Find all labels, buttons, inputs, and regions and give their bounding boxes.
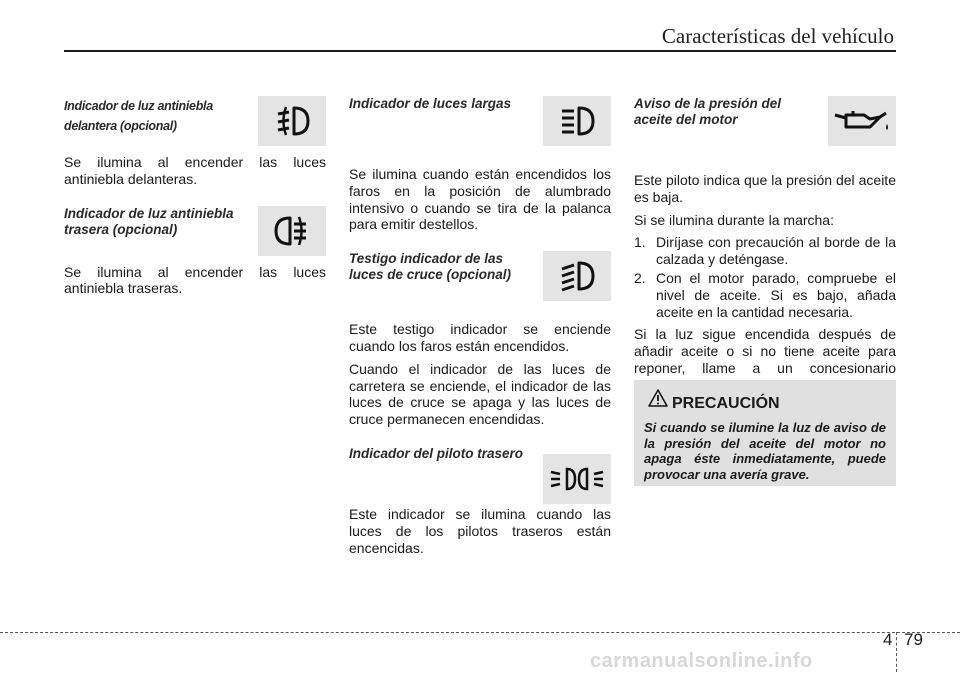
column-3 [634,96,896,400]
section-heading: Testigo indicador de las luces de cruce (opcional) [349,251,512,283]
caution-text: Si cuando se ilumine la luz de aviso de la presión del aceite del motor no apaga éste inmediatamente, puede provocar una avería grave. [644,420,886,482]
front-fog-light-icon [258,96,326,146]
section-heading: Indicador de luces largas [349,96,512,111]
paragraph: Este testigo indicador se enciende cuando los faros están encendidos. [349,321,611,354]
header-rule [64,50,896,52]
high-beam-icon [543,96,611,146]
paragraph: Se ilumina al encender las luces antiniebla delanteras. [64,154,326,187]
list-item-number: 1. [634,234,646,251]
list-item-text: Con el motor parado, compruebe el nivel de aceite. Si es bajo, añada aceite en la cantidad necesaria. [656,269,896,320]
column-2 [349,96,611,562]
section-heading: Indicador de luz antiniebla delantera (opcional) [64,99,213,133]
caution-box [634,380,896,486]
section-heading: Indicador del piloto trasero [349,445,524,461]
rear-fog-light-icon [258,206,326,256]
list-item-text: Diríjase con precaución al borde de la calzada y deténgase. [656,234,896,268]
oil-pressure-icon [828,96,896,146]
watermark: carmanualsonline.info [590,650,813,672]
list-item-number: 2. [634,269,646,286]
caution-title-text: PRECAUCIÓN [672,395,780,412]
numbered-list [634,234,896,320]
paragraph: Este piloto indica que la presión del aceite es baja. [634,172,896,205]
section-low-beam [349,251,611,321]
paragraph: Este indicador se ilumina cuando las luces de los pilotos traseros están encencidas. [349,505,611,556]
section-front-fog [64,96,326,154]
page-number-separator [896,632,897,672]
low-beam-icon [543,251,611,301]
section-tail-light [349,446,611,506]
section-rear-fog [64,206,326,264]
section-high-beam [349,96,611,156]
column-1 [64,96,326,303]
warning-triangle-icon [648,388,668,414]
chapter-number: 4 [883,630,893,649]
page-header-title: Características del vehículo [661,24,894,48]
tail-light-icon [543,454,611,504]
section-heading: Indicador de luz antiniebla trasera (opcional) [64,205,234,237]
paragraph: Se ilumina al encender las luces antiniebla traseras. [64,263,326,297]
list-item [634,270,896,320]
paragraph: Si la luz sigue encendida después de añadir aceite o si no tiene aceite para reponer, llame a un concesionario [634,326,896,376]
paragraph: Cuando el indicador de las luces de carretera se enciende, el indicador de las luces de cruce se apaga y las luces de cruce permanecen encendidas. [349,360,611,428]
paragraph: Si se ilumina durante la marcha: [634,211,834,228]
footer-rule [0,632,960,633]
caution-title [644,388,886,414]
section-oil-pressure [634,96,896,156]
page-number-value: 79 [904,630,923,649]
paragraph: Se ilumina cuando están encendidos los faros en la posición de alumbrado intensivo o cuando se tira de la palanca para emitir destellos. [349,166,611,233]
section-heading: Aviso de la presión del aceite del motor [634,96,782,127]
list-item [634,234,896,268]
